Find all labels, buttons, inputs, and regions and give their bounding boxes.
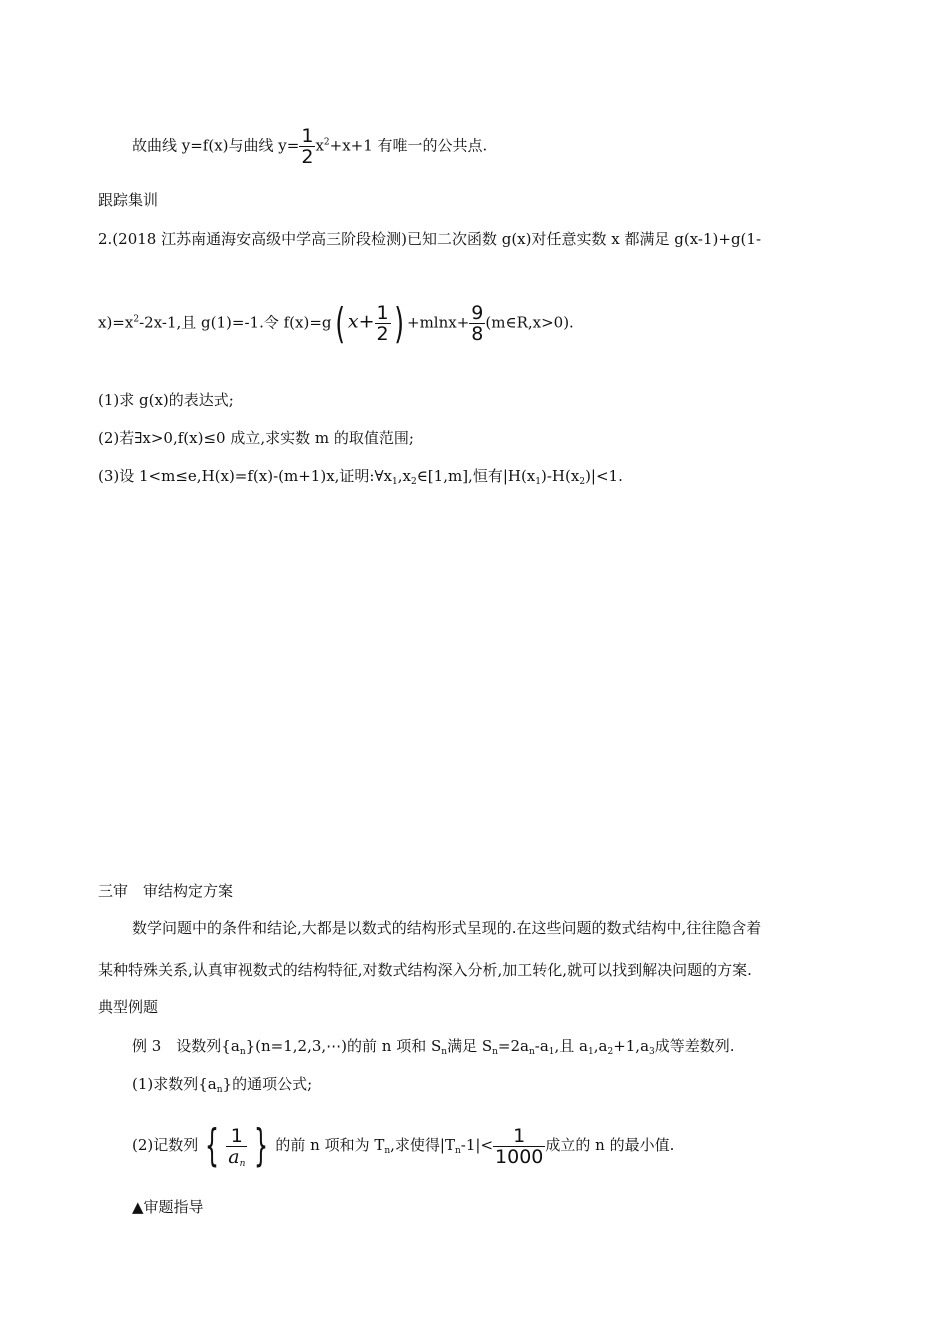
section-3-heading: 三审 审结构定方案 bbox=[98, 882, 234, 900]
text: ,a bbox=[593, 1037, 608, 1055]
example-3-question-1 bbox=[132, 1074, 312, 1094]
exponent: 2 bbox=[323, 137, 330, 148]
subscript: 2 bbox=[579, 477, 586, 487]
math-x: x bbox=[347, 310, 359, 333]
subscript: n bbox=[239, 1158, 246, 1169]
right-paren: ) bbox=[393, 298, 404, 348]
text: )-H(x bbox=[541, 467, 580, 485]
text: x bbox=[315, 136, 324, 155]
text: 例 3 设数列{a bbox=[132, 1037, 240, 1055]
track-heading: 跟踪集训 bbox=[98, 191, 159, 209]
numerator: 1 bbox=[513, 1124, 526, 1147]
text: +1,a bbox=[613, 1037, 650, 1055]
numerator: 1 bbox=[230, 1124, 243, 1147]
fraction-one-thousandth bbox=[493, 1126, 545, 1167]
subscript: n bbox=[239, 1047, 246, 1057]
subscript: n bbox=[528, 1047, 535, 1057]
right-brace: } bbox=[254, 1120, 269, 1171]
text: (2)记数列 bbox=[132, 1136, 199, 1154]
text: (3)设 1<m≤e,H(x)=f(x)-(m+1)x,证明:∀x bbox=[98, 467, 392, 485]
subscript: n bbox=[454, 1146, 461, 1156]
subscript: n bbox=[384, 1146, 391, 1156]
subquestion-2: (2)若∃x>0,f(x)≤0 成立,求实数 m 的取值范围; bbox=[98, 429, 414, 447]
text: ∈[1,m],恒有|H(x bbox=[416, 467, 536, 485]
text: =2a bbox=[497, 1037, 529, 1055]
denominator: 8 bbox=[471, 323, 484, 345]
subscript: n bbox=[216, 1085, 223, 1095]
plus: + bbox=[358, 310, 375, 333]
numerator: 1 bbox=[301, 125, 314, 147]
text: }的通项公式; bbox=[222, 1075, 313, 1093]
text: )|<1. bbox=[585, 467, 623, 485]
left-paren: ( bbox=[334, 298, 345, 348]
text: }(n=1,2,3,⋯)的前 n 项和 S bbox=[245, 1037, 442, 1055]
typical-examples-heading: 典型例题 bbox=[98, 998, 159, 1016]
text: -2x-1,且 g(1)=-1.令 f(x)=g bbox=[139, 313, 332, 332]
paragraph-line-2: 某种特殊关系,认真审视数式的结构特征,对数式结构深入分析,加工转化,就可以找到解决问题的方案. bbox=[98, 961, 752, 979]
text: 成等差数列. bbox=[654, 1037, 735, 1055]
subscript: 1 bbox=[548, 1047, 555, 1057]
text: 满足 S bbox=[447, 1037, 493, 1055]
numerator: 1 bbox=[376, 302, 389, 324]
text: -a bbox=[534, 1037, 549, 1055]
subscript: 1 bbox=[588, 1047, 594, 1057]
fraction-nine-eighths bbox=[469, 303, 485, 344]
text: +x+1 有唯一的公共点. bbox=[329, 136, 488, 155]
text: ,且 a bbox=[554, 1037, 588, 1055]
math-a: a bbox=[228, 1145, 240, 1168]
text: 故曲线 y=f(x)与曲线 y= bbox=[132, 136, 300, 155]
fraction-half bbox=[375, 303, 391, 344]
left-brace: { bbox=[205, 1120, 220, 1171]
text: ,x bbox=[397, 467, 411, 485]
subscript: 1 bbox=[392, 477, 398, 487]
subquestion-3 bbox=[98, 466, 623, 486]
text: (m∈R,x>0). bbox=[485, 313, 574, 332]
subscript: 3 bbox=[649, 1047, 655, 1057]
text: 的前 n 项和为 T bbox=[275, 1136, 385, 1154]
fraction-half bbox=[299, 126, 315, 167]
conclusion-line bbox=[132, 126, 487, 167]
text: (1)求数列{a bbox=[132, 1075, 217, 1093]
subquestion-1: (1)求 g(x)的表达式; bbox=[98, 391, 234, 409]
problem-2-line-2 bbox=[98, 298, 574, 348]
problem-2-line-1: 2.(2018 江苏南通海安高级中学高三阶段检测)已知二次函数 g(x)对任意实数 x 都满足 g(x-1)+g(1- bbox=[98, 230, 762, 248]
subscript: 1 bbox=[535, 477, 541, 487]
exponent: 2 bbox=[133, 314, 140, 325]
text: +mlnx+ bbox=[407, 313, 470, 332]
denominator: 1000 bbox=[495, 1145, 544, 1168]
example-3-question-2 bbox=[132, 1120, 675, 1171]
subscript: n bbox=[492, 1047, 498, 1057]
denominator bbox=[226, 1146, 247, 1167]
text: ,求使得|T bbox=[390, 1136, 455, 1154]
subscript: n bbox=[441, 1047, 448, 1057]
subscript: 2 bbox=[607, 1047, 614, 1057]
paragraph-line-1: 数学问题中的条件和结论,大都是以数式的结构形式呈现的.在这些问题的数式结构中,往往隐含着 bbox=[132, 919, 762, 937]
subscript: 2 bbox=[410, 477, 417, 487]
review-guide-heading: ▲审题指导 bbox=[132, 1198, 204, 1216]
example-3 bbox=[132, 1036, 735, 1056]
text: 成立的 n 的最小值. bbox=[545, 1136, 675, 1154]
denominator: 2 bbox=[301, 146, 314, 168]
numerator: 9 bbox=[471, 302, 484, 324]
text: x)=x bbox=[98, 313, 134, 332]
fraction-reciprocal-an bbox=[226, 1126, 247, 1167]
denominator: 2 bbox=[376, 323, 389, 345]
text: -1|< bbox=[460, 1136, 494, 1154]
